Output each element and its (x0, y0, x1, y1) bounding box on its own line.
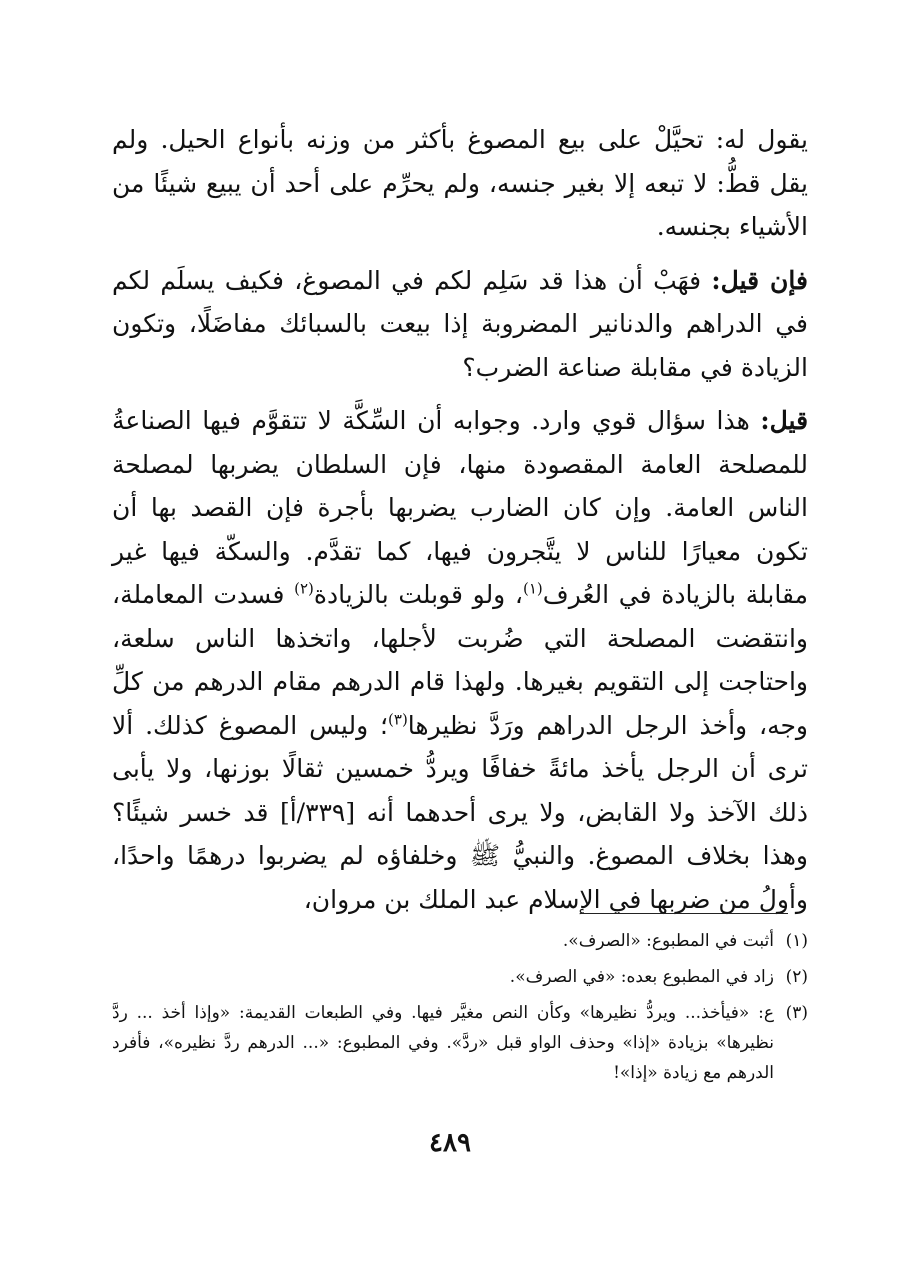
page-number: ٤٨٩ (429, 1128, 471, 1158)
paragraph-3 (112, 399, 808, 921)
footnote-text: زاد في المطبوع بعده: «في الصرف». (509, 967, 774, 987)
paragraph-text: فسدت المعاملة، وانتقضت المصلحة التي ضُربت لأجلها، واتخذها الناس سلعة، واحتاجت إلى التقويم بغيرها. ولهذا قام الدرهم مقام الدرهم من كلِّ وجه، وأخذ الرجل الدراهم ورَدَّ نظيرها (112, 580, 809, 740)
footnote-ref-1[interactable]: (١) (523, 579, 543, 598)
footnote-3 (112, 998, 808, 1088)
paragraph-text: ؛ وليس المصوغ كذلك. ألا ترى أن الرجل يأخذ مائةً خفافًا ويردُّ خمسين ثقالًا بوزنها، ولا يأبى ذلك الآخذ ولا القابض، ولا يرى أحدهما أنه [٣٣٩/أ] قد خسر شيئًا؟ وهذا بخلاف المصوغ. والنبيُّ ﷺ وخلفاؤه لم يضربوا درهمًا واحدًا، وأولُ من ضربها في الإسلام عبد الملك بن مروان، (112, 710, 808, 914)
footnote-2 (112, 962, 808, 992)
footnote-number: (٣) (785, 1003, 808, 1023)
footnote-text: ع: «فيأخذ... ويردُّ نظيرها» وكأن النص مغيَّر فيها. وفي الطبعات القديمة: «وإذا أخذ ... ردَّ نظيرها» بزيادة «إذا» وحذف الواو قبل «ردَّ». وفي المطبوع: «... الدرهم ردَّ نظيره»، فأفرد الدرهم مع زيادة «إذا»! (112, 1003, 774, 1083)
paragraph-text: يقول له: تحيَّلْ على بيع المصوغ بأكثر من وزنه بأنواع الحيل. ولم يقل قطُّ: لا تبعه إلا بغير جنسه، ولم يحرِّم على أحد أن يبيع شيئًا من الأشياء بجنسه. (112, 125, 808, 241)
footnote-number: (٢) (785, 967, 808, 987)
paragraph-text: فهَبْ أن هذا قد سَلِم لكم في المصوغ، فكيف يسلَم لكم في الدراهم والدنانير المضروبة إذا بيعت بالسبائك مفاضَلًا، وتكون الزيادة في مقابلة صناعة الضرب؟ (112, 265, 808, 382)
footnotes (112, 926, 808, 1094)
main-text (112, 118, 808, 921)
footnote-ref-2[interactable]: (٢) (294, 579, 314, 598)
footnote-1 (112, 926, 808, 956)
footnote-text: أثبت في المطبوع: «الصرف». (562, 931, 774, 951)
paragraph-2 (112, 259, 808, 390)
footnote-ref-3[interactable]: (٣) (388, 710, 408, 729)
paragraph-text: ، ولو قوبلت بالزيادة (313, 580, 523, 609)
footnote-separator (580, 913, 788, 914)
paragraph-lead: قيل: (760, 406, 809, 435)
paragraph-1 (112, 118, 808, 249)
footnote-number: (١) (785, 931, 808, 951)
paragraph-text: هذا سؤال قوي وارد. وجوابه أن السِّكَّة لا تتقوَّم فيها الصناعةُ للمصلحة العامة المقصودة منها، فإن السلطان يضربها لمصلحة الناس العامة. وإن كان الضارب يضربها بأجرة فإن القصد بها أن تكون معيارًا للناس لا يتَّجرون فيها، كما تقدَّم. والسكّة فيها غير مقابلة بالزيادة في العُرف (112, 406, 808, 609)
paragraph-lead: فإن قيل: (711, 265, 808, 295)
